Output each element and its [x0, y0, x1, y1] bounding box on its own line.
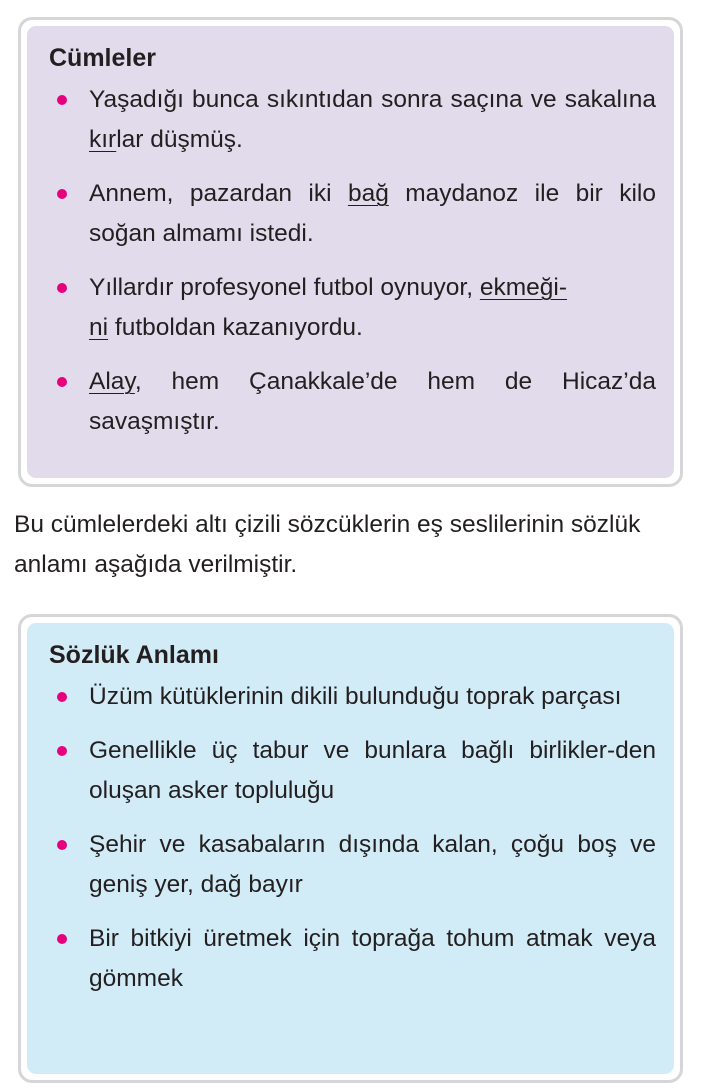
sentence-text: Yaşadığı bunca sıkıntıdan sonra saçına ve sakalına [89, 86, 656, 113]
bullet-dot-icon [57, 840, 67, 850]
intro-paragraph: Bu cümlelerdeki altı çizili sözcüklerin eş seslilerinin sözlük anlamı aşağıda verilmiştir. [14, 511, 641, 578]
sentence-text: Yıllardır profesyonel futbol oynuyor, [89, 274, 480, 301]
definition-text: Üzüm kütüklerinin dikili bulunduğu toprak parçası [89, 683, 622, 710]
sentence-item [49, 362, 656, 442]
sentence-item [49, 268, 656, 348]
sentence-text: futboldan kazanıyordu. [108, 314, 363, 341]
definition-item [49, 731, 656, 811]
bullet-dot-icon [57, 692, 67, 702]
definition-item [49, 919, 656, 999]
bullet-dot-icon [57, 934, 67, 944]
sentence-text: Annem, pazardan iki [89, 180, 348, 207]
sentence-item [49, 174, 656, 254]
bullet-dot-icon [57, 95, 67, 105]
underlined-word: Alay [89, 368, 135, 395]
sentences-title: Cümleler [49, 44, 156, 72]
definition-text: Bir bitkiyi üretmek için toprağa tohum atmak veya gömmek [89, 925, 656, 992]
underlined-word: ni [89, 314, 109, 341]
definition-text: Genellikle üç tabur ve bunlara bağlı birlikler-den oluşan asker topluluğu [89, 737, 656, 804]
sentences-box [18, 17, 683, 487]
dictionary-title: Sözlük Anlamı [49, 641, 219, 669]
definition-text: Şehir ve kasabaların dışında kalan, çoğu boş ve geniş yer, dağ bayır [89, 831, 656, 898]
underlined-word: kır [89, 126, 117, 153]
sentence-text: , hem Çanakkale’de hem de Hicaz’da savaşmıştır. [89, 368, 656, 435]
dictionary-box-panel [27, 623, 674, 1074]
underlined-word: bağ [347, 180, 389, 207]
sentence-text: lar düşmüş. [116, 126, 243, 153]
dictionary-box [18, 614, 683, 1083]
sentences-box-panel [27, 26, 674, 478]
definition-item [49, 677, 656, 717]
definition-item [49, 825, 656, 905]
sentence-text: maydanoz ile bir kilo soğan almamı istedi. [89, 180, 656, 247]
bullet-dot-icon [57, 283, 67, 293]
underlined-word: ekmeği- [479, 274, 567, 301]
sentence-item [49, 80, 656, 160]
bullet-dot-icon [57, 189, 67, 199]
dictionary-list [49, 677, 656, 999]
bullet-dot-icon [57, 746, 67, 756]
bullet-dot-icon [57, 377, 67, 387]
sentences-list [49, 80, 656, 442]
